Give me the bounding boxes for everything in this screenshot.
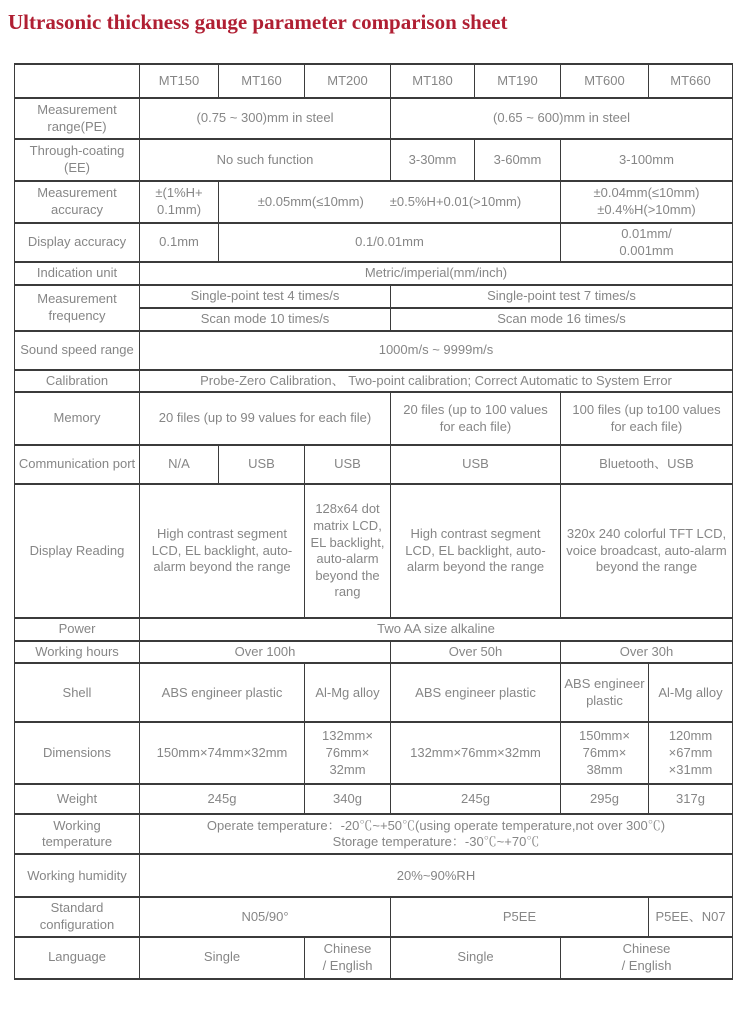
row-standard-configuration xyxy=(15,897,733,936)
cell-weight-mt600: 295g xyxy=(561,784,649,814)
model-header-mt660: MT660 xyxy=(649,64,733,98)
cell-hours-right: Over 30h xyxy=(561,641,733,664)
cell-comm-mt150: N/A xyxy=(140,445,219,484)
cell-display-mt600-660: 320x 240 colorful TFT LCD, voice broadcast, auto-alarm beyond the range xyxy=(561,484,733,618)
cell-coating-mt180: 3-30mm xyxy=(391,139,475,181)
cell-accuracy-mt150: ±(1%H+ 0.1mm) xyxy=(140,181,219,223)
row-working-humidity xyxy=(15,854,733,897)
row-label-measurement-accuracy: Measurement accuracy xyxy=(15,181,140,223)
cell-freq-single-left: Single-point test 4 times/s xyxy=(140,285,391,308)
row-display-accuracy xyxy=(15,223,733,262)
cell-shell-mt180-190: ABS engineer plastic xyxy=(391,663,561,722)
cell-display-mt180-190: High contrast segment LCD, EL backlight, auto-alarm beyond the range xyxy=(391,484,561,618)
row-memory xyxy=(15,392,733,445)
cell-working-humidity: 20%~90%RH xyxy=(140,854,733,897)
row-label-measurement-frequency: Measurement frequency xyxy=(15,285,140,330)
model-header-mt160: MT160 xyxy=(219,64,305,98)
row-label-calibration: Calibration xyxy=(15,370,140,393)
cell-disp-acc-mt150: 0.1mm xyxy=(140,223,219,262)
row-dimensions xyxy=(15,722,733,784)
row-label-working-humidity: Working humidity xyxy=(15,854,140,897)
cell-config-mt660: P5EE、N07 xyxy=(649,897,733,936)
cell-hours-left: Over 100h xyxy=(140,641,391,664)
row-indication-unit xyxy=(15,262,733,285)
row-label-shell: Shell xyxy=(15,663,140,722)
cell-shell-mt660: Al-Mg alloy xyxy=(649,663,733,722)
row-communication-port xyxy=(15,445,733,484)
cell-disp-acc-mid: 0.1/0.01mm xyxy=(219,223,561,262)
row-label-display-accuracy: Display accuracy xyxy=(15,223,140,262)
cell-comm-mt180-190: USB xyxy=(391,445,561,484)
cell-dim-mt150-160: 150mm×74mm×32mm xyxy=(140,722,305,784)
cell-shell-mt150-160: ABS engineer plastic xyxy=(140,663,305,722)
row-working-temperature xyxy=(15,814,733,854)
cell-range-pe-left: (0.75 ~ 300)mm in steel xyxy=(140,98,391,139)
comparison-table xyxy=(14,63,733,980)
cell-freq-scan-right: Scan mode 16 times/s xyxy=(391,308,733,331)
row-label-display-reading: Display Reading xyxy=(15,484,140,618)
cell-indication-unit: Metric/imperial(mm/inch) xyxy=(140,262,733,285)
cell-comm-mt200: USB xyxy=(305,445,391,484)
row-label-communication-port: Communication port xyxy=(15,445,140,484)
model-header-mt200: MT200 xyxy=(305,64,391,98)
cell-memory-right: 100 files (up to100 values for each file) xyxy=(561,392,733,445)
cell-coating-none: No such function xyxy=(140,139,391,181)
cell-freq-scan-left: Scan mode 10 times/s xyxy=(140,308,391,331)
cell-hours-mid: Over 50h xyxy=(391,641,561,664)
cell-dim-mt660: 120mm ×67mm ×31mm xyxy=(649,722,733,784)
cell-calibration: Probe-Zero Calibration、 Two-point calibration; Correct Automatic to System Error xyxy=(140,370,733,393)
row-calibration xyxy=(15,370,733,393)
row-label-memory: Memory xyxy=(15,392,140,445)
page-title: Ultrasonic thickness gauge parameter comparison sheet xyxy=(8,10,508,34)
cell-config-left: N05/90° xyxy=(140,897,391,936)
row-label-standard-configuration: Standard configuration xyxy=(15,897,140,936)
cell-lang-mt180-190: Single xyxy=(391,937,561,979)
cell-display-mt150-160: High contrast segment LCD, EL backlight, auto-alarm beyond the range xyxy=(140,484,305,618)
cell-power: Two AA size alkaline xyxy=(140,618,733,641)
cell-coating-mt600-660: 3-100mm xyxy=(561,139,733,181)
row-label-working-hours: Working hours xyxy=(15,641,140,664)
row-label-indication-unit: Indication unit xyxy=(15,262,140,285)
cell-lang-mt600-660: Chinese / English xyxy=(561,937,733,979)
row-measurement-frequency-1 xyxy=(15,285,733,308)
row-shell xyxy=(15,663,733,722)
row-display-reading xyxy=(15,484,733,618)
model-header-mt180: MT180 xyxy=(391,64,475,98)
cell-dim-mt180-190: 132mm×76mm×32mm xyxy=(391,722,561,784)
cell-weight-mt180-190: 245g xyxy=(391,784,561,814)
cell-comm-mt160: USB xyxy=(219,445,305,484)
cell-weight-mt660: 317g xyxy=(649,784,733,814)
row-label-language: Language xyxy=(15,937,140,979)
row-label-weight: Weight xyxy=(15,784,140,814)
cell-dim-mt600: 150mm× 76mm× 38mm xyxy=(561,722,649,784)
cell-memory-left: 20 files (up to 99 values for each file) xyxy=(140,392,391,445)
cell-weight-mt150-160: 245g xyxy=(140,784,305,814)
cell-lang-mt150-160: Single xyxy=(140,937,305,979)
cell-range-pe-right: (0.65 ~ 600)mm in steel xyxy=(391,98,733,139)
cell-memory-mid: 20 files (up to 100 values for each file) xyxy=(391,392,561,445)
cell-shell-mt600: ABS engineer plastic xyxy=(561,663,649,722)
cell-accuracy-mt600-660: ±0.04mm(≤10mm) ±0.4%H(>10mm) xyxy=(561,181,733,223)
cell-sound-speed: 1000m/s ~ 9999m/s xyxy=(140,331,733,370)
cell-disp-acc-mt600-660: 0.01mm/ 0.001mm xyxy=(561,223,733,262)
cell-coating-mt190: 3-60mm xyxy=(475,139,561,181)
cell-comm-mt600-660: Bluetooth、USB xyxy=(561,445,733,484)
model-header-mt190: MT190 xyxy=(475,64,561,98)
model-header-mt600: MT600 xyxy=(561,64,649,98)
row-measurement-range xyxy=(15,98,733,139)
row-through-coating xyxy=(15,139,733,181)
header-row xyxy=(15,64,733,98)
cell-dim-mt200: 132mm× 76mm× 32mm xyxy=(305,722,391,784)
cell-working-temperature: Operate temperature：-20℃~+50℃(using operate temperature,not over 300℃) Storage temperature：-30℃~+70℃ xyxy=(140,814,733,854)
row-label-dimensions: Dimensions xyxy=(15,722,140,784)
cell-display-mt200: 128x64 dot matrix LCD, EL backlight, auto-alarm beyond the rang xyxy=(305,484,391,618)
cell-lang-mt200: Chinese / English xyxy=(305,937,391,979)
row-label-working-temperature: Working temperature xyxy=(15,814,140,854)
model-header-mt150: MT150 xyxy=(140,64,219,98)
corner-cell xyxy=(15,64,140,98)
cell-config-mid: P5EE xyxy=(391,897,649,936)
row-label-sound-speed: Sound speed range xyxy=(15,331,140,370)
cell-accuracy-mid: ±0.05mm(≤10mm) ±0.5%H+0.01(>10mm) xyxy=(219,181,561,223)
row-label-through-coating: Through-coating (EE) xyxy=(15,139,140,181)
row-sound-speed xyxy=(15,331,733,370)
cell-freq-single-right: Single-point test 7 times/s xyxy=(391,285,733,308)
row-language xyxy=(15,937,733,979)
cell-shell-mt200: Al-Mg alloy xyxy=(305,663,391,722)
row-working-hours xyxy=(15,641,733,664)
row-power xyxy=(15,618,733,641)
row-label-measurement-range: Measurement range(PE) xyxy=(15,98,140,139)
cell-weight-mt200: 340g xyxy=(305,784,391,814)
row-measurement-accuracy xyxy=(15,181,733,223)
row-weight xyxy=(15,784,733,814)
row-label-power: Power xyxy=(15,618,140,641)
